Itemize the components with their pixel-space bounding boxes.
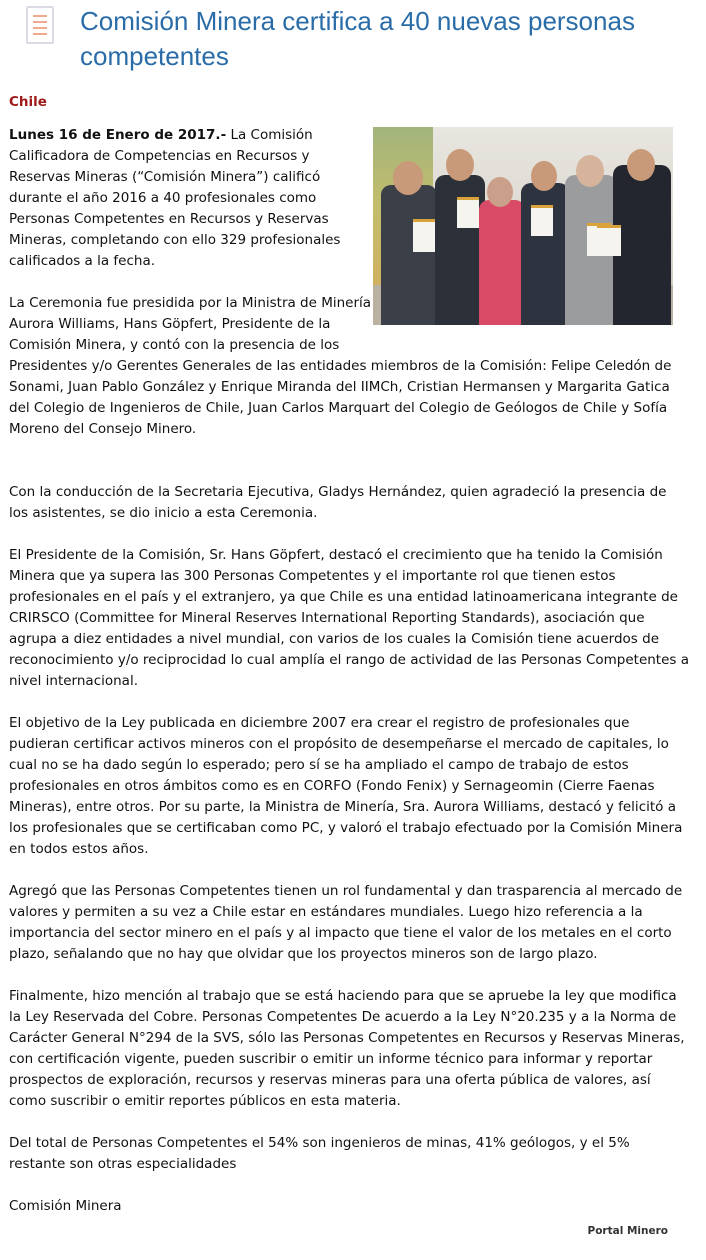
paragraph: La Ceremonia fue presidida por la Ministra de Minería Aurora Williams, Hans Göpfert, Presidente de la Comisión Minera, y contó con la presencia de los Presidentes y/o Gerentes Generales de las entidades miembros de la Comisión: Felipe Celedón de Sonami, Juan Pablo González y Enrique Miranda del IIMCh, Cristian Hermansen y Margarita Gatica del Colegio de Ingenieros de Chile, Juan Carlos Marquart del Colegio de Geólogos de Chile y Sofía Moreno del Consejo Minero. [9,295,672,437]
document-lines-icon [26,6,54,44]
article-category[interactable]: Chile [9,94,47,110]
paragraph: Con la conducción de la Secretaria Ejecutiva, Gladys Hernández, quien agradeció la presencia de los asistentes, se dio inicio a esta Ceremonia. [9,484,667,521]
lead-text: La Comisión Calificadora de Competencias en Recursos y Reservas Mineras (“Comisión Minera”) calificó durante el año 2016 a 40 profesionales como Personas Competentes en Recursos y Reservas Mineras, completando con ello 329 profesionales calificados a la fecha. [9,127,341,269]
paragraph: Agregó que las Personas Competentes tienen un rol fundamental y dan trasparencia al mercado de valores y permiten a su vez a Chile estar en estándares mundiales. Luego hizo referencia a la importancia del sector minero en el país y al impacto que tiene el valor de los metales en el corto plazo, señalando que no hay que olvidar que los proyectos mineros son de largo plazo. [9,883,683,962]
article-signature: Comisión Minera [9,1198,122,1214]
paragraph: Finalmente, hizo mención al trabajo que se está haciendo para que se apruebe la ley que modifica la Ley Reservada del Cobre. Personas Competentes De acuerdo a la Ley N°20.235 y a la Norma de Carácter General N°294 de la SVS, sólo las Personas Competentes en Recursos y Reservas Mineras, con certificación vigente, pueden suscribir o emitir un informe técnico para informar y reportar prospectos de exploración, recursos y reservas mineras para una oferta pública de valores, así como suscribir o emitir reportes públicos en esta materia. [9,988,685,1109]
article-date: Lunes 16 de Enero de 2017.- [9,127,227,143]
paragraph: Del total de Personas Competentes el 54% son ingenieros de minas, 41% geólogos, y el 5% restante son otras especialidades [9,1135,630,1172]
article-header [0,0,706,84]
source-label: Portal Minero [587,1225,668,1237]
article-title: Comisión Minera certifica a 40 nuevas personas competentes [80,6,635,71]
paragraph: El objetivo de la Ley publicada en diciembre 2007 era crear el registro de profesionales que pudieran certificar activos mineros con el propósito de desempeñarse el mercado de capitales, lo cual no se ha dado según lo esperado; pero sí se ha ampliado el campo de trabajo de estos profesionales en otros ámbitos como es en CORFO (Fondo Fenix) y Sernageomin (Cierre Faenas Mineras), entre otros. Por su parte, la Ministra de Minería, Sra. Aurora Williams, destacó y felicitó a los profesionales que se certificaban como PC, y valoró el trabajo efectuado por la Comisión Minera en todos estos años. [9,715,683,857]
paragraph: El Presidente de la Comisión, Sr. Hans Göpfert, destacó el crecimiento que ha tenido la Comisión Minera que ya supera las 300 Personas Competentes y el importante rol que tienen estos profesionales en el país y el extranjero, ya que Chile es una entidad latinoamericana integrante de CRIRSCO (Committee for Mineral Reserves International Reporting Standards), asociación que agrupa a diez entidades a nivel mundial, con varios de los cuales la Comisión tiene acuerdos de reconocimiento y/o reciprocidad lo cual amplía el rango de actividad de las Personas Competentes a nivel internacional. [9,547,690,689]
article-body [9,125,689,1217]
